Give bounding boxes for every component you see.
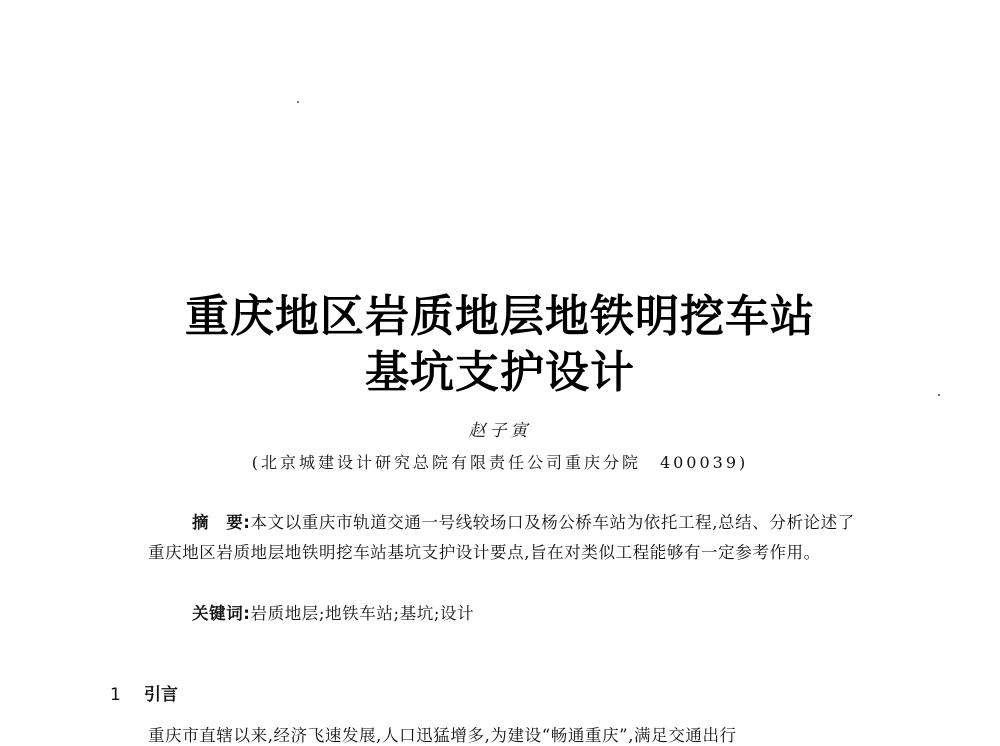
keywords-line: [192, 600, 474, 624]
keywords-text: 岩质地层;地铁车站;基坑;设计: [250, 604, 475, 623]
author-name: 赵子寅: [468, 421, 532, 441]
paper-title-line-1: 重庆地区岩质地层地铁明挖车站: [185, 291, 815, 342]
abstract-text: 本文以重庆市轨道交通一号线较场口及杨公桥车站为依托工程,总结、分析论述了重庆地区岩质地层地铁明挖车站基坑支护设计要点,旨在对类似工程能够有一定参考作用。: [148, 513, 855, 562]
author-affiliation: (北京城建设计研究总院有限责任公司重庆分院 400039): [251, 453, 749, 472]
section-title: 引言: [144, 685, 178, 705]
body-text-partial: 重庆市直辖以来,经济飞速发展,人口迅猛增多,为建设“畅通重庆”,满足交通出行: [148, 726, 737, 745]
section-heading: [110, 680, 178, 705]
section-number: 1: [110, 685, 121, 705]
paper-title-line-2: 基坑支护设计: [365, 347, 635, 398]
scan-speck: [297, 101, 299, 103]
keywords-label: 关键词:: [192, 604, 251, 623]
abstract-label: 摘 要:: [192, 513, 251, 532]
abstract-paragraph: [148, 508, 870, 568]
